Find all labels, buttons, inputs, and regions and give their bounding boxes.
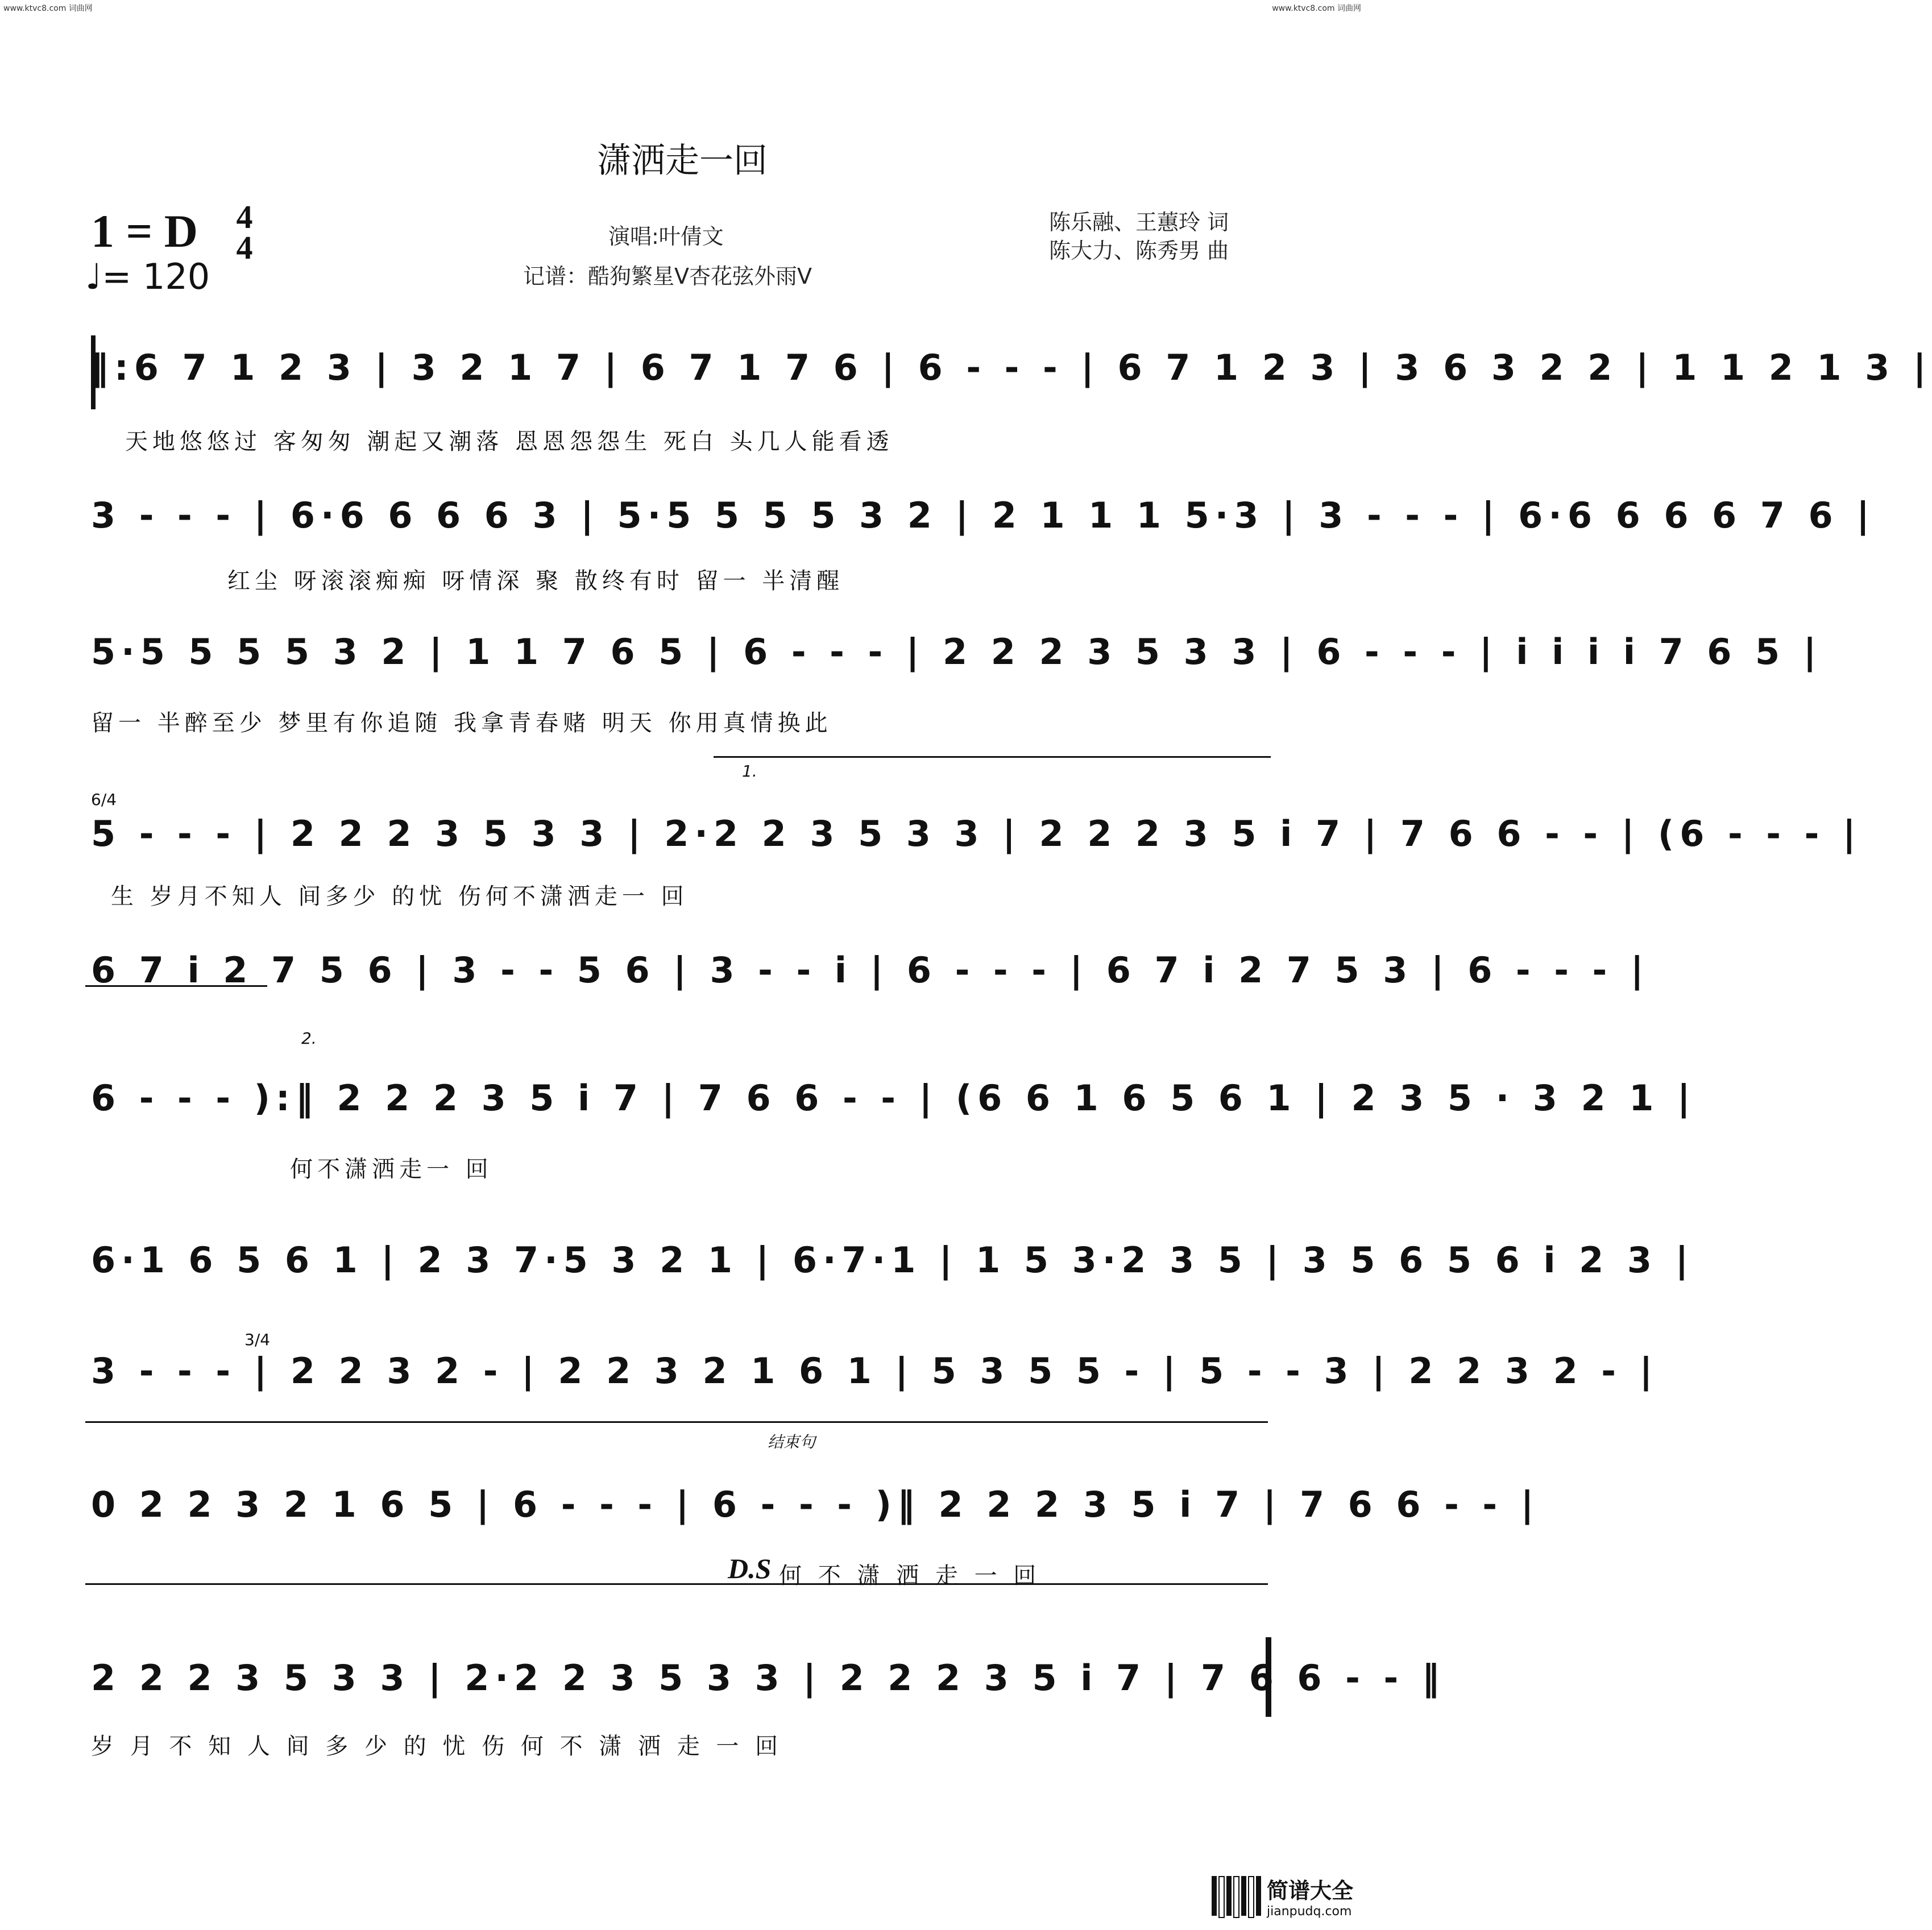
site-logo bbox=[1212, 1873, 1353, 1919]
volta-2-label: 2. bbox=[301, 1029, 317, 1048]
time-signature bbox=[227, 198, 262, 266]
ds-mark: D.S bbox=[728, 1553, 772, 1584]
watermark-left: www.ktvc8.com 词曲网 bbox=[3, 4, 93, 13]
song-title: 潇洒走一回 bbox=[597, 141, 768, 181]
lyric-line-3: 留一 半醉至少 梦里有你追随 我拿青春赌 明天 你用真情换此 bbox=[91, 710, 832, 736]
score-line-9: 0 2 2 3 2 1 6 5 | 6 - - - | 6 - - - )‖ 2 2 2 3 5 i 7 | 7 6 6 - - | bbox=[91, 1484, 1540, 1525]
volta-line bbox=[714, 756, 1271, 758]
score-line-10: 2 2 2 3 5 3 3 | 2·2 2 3 5 3 3 | 2 2 2 3 5 i 7 | 7 6 6 - - ‖ bbox=[91, 1657, 1445, 1699]
score-line-4: 5 - - - | 2 2 2 3 5 3 3 | 2·2 2 3 5 3 3 | 2 2 2 3 5 i 7 | 7 6 6 - - | (6 - - - | bbox=[91, 813, 1861, 854]
lyric-line-2: 红尘 呀滚滚痴痴 呀情深 聚 散终有时 留一 半清醒 bbox=[227, 568, 844, 594]
tempo-mark: ♩= 120 bbox=[85, 256, 210, 297]
ending-line bbox=[85, 1583, 1268, 1585]
score-line-7: 6·1 6 5 6 1 | 2 3 7·5 3 2 1 | 6·7·1 | 1 5 3·2 3 5 | 3 5 6 5 6 i 2 3 | bbox=[91, 1239, 1694, 1281]
logo-url: jianpudq.com bbox=[1266, 1904, 1352, 1919]
logo-name: 简谱大全 bbox=[1266, 1878, 1353, 1903]
key-signature: 1 = D bbox=[91, 205, 198, 257]
score-line-6: 6 - - - ):‖ 2 2 2 3 5 i 7 | 7 6 6 - - | (6 6 1 6 5 6 1 | 2 3 5 · 3 2 1 | bbox=[91, 1077, 1696, 1119]
score-line-5: 6 7 i 2 7 5 6 | 3 - - 5 6 | 3 - - i | 6 - - - | 6 7 i 2 7 5 3 | 6 - - - | bbox=[91, 949, 1649, 991]
time-signature-bottom: 4 bbox=[236, 229, 253, 266]
volta-1-label: 1. bbox=[742, 762, 757, 781]
lyric-line-4: 生 岁月不知人 间多少 的忧 伤何不潇洒走一 回 bbox=[111, 883, 689, 910]
time-change-a: 6/4 bbox=[91, 790, 117, 809]
ending-line bbox=[85, 1421, 1268, 1423]
lyric-line-1: 天地悠悠过 客匆匆 潮起又潮落 恩恩怨怨生 死白 头几人能看透 bbox=[125, 429, 894, 455]
lyric-line-9: 何 不 潇 洒 走 一 回 bbox=[779, 1563, 1041, 1589]
ending-label: 结束句 bbox=[768, 1433, 816, 1451]
watermark-right: www.ktvc8.com 词曲网 bbox=[1272, 4, 1361, 13]
lyric-line-10: 岁 月 不 知 人 间 多 少 的 忧 伤 何 不 潇 洒 走 一 回 bbox=[91, 1733, 783, 1759]
singer: 演唱:叶倩文 bbox=[608, 224, 724, 249]
score-line-8: 3 - - - | 2 2 3 2 - | 2 2 3 2 1 6 1 | 5 3 5 5 - | 5 - - 3 | 2 2 3 2 - | bbox=[91, 1350, 1659, 1392]
score-line-3: 5·5 5 5 5 3 2 | 1 1 7 6 5 | 6 - - - | 2 2 2 3 5 3 3 | 6 - - - | i i i i 7 6 5 | bbox=[91, 631, 1822, 673]
time-signature-top: 4 bbox=[236, 198, 253, 235]
composer: 陈大力、陈秀男 曲 bbox=[1049, 238, 1229, 263]
score-line-1: ‖:6 7 1 2 3 | 3 2 1 7 | 6 7 1 7 6 | 6 - - - | 6 7 1 2 3 | 3 6 3 2 2 | 1 1 2 1 3 | bbox=[91, 347, 1932, 388]
lyric-line-6: 何不潇洒走一 回 bbox=[290, 1156, 493, 1182]
lyricist: 陈乐融、王蕙玲 词 bbox=[1049, 210, 1229, 235]
transcriber: 记谱：酷狗繁星V杏花弦外雨V bbox=[523, 264, 812, 289]
piano-icon bbox=[1212, 1876, 1261, 1916]
time-change-b: 3/4 bbox=[244, 1330, 271, 1349]
score-line-2: 3 - - - | 6·6 6 6 6 3 | 5·5 5 5 5 3 2 | 2 1 1 1 5·3 | 3 - - - | 6·6 6 6 6 7 6 | bbox=[91, 495, 1875, 536]
